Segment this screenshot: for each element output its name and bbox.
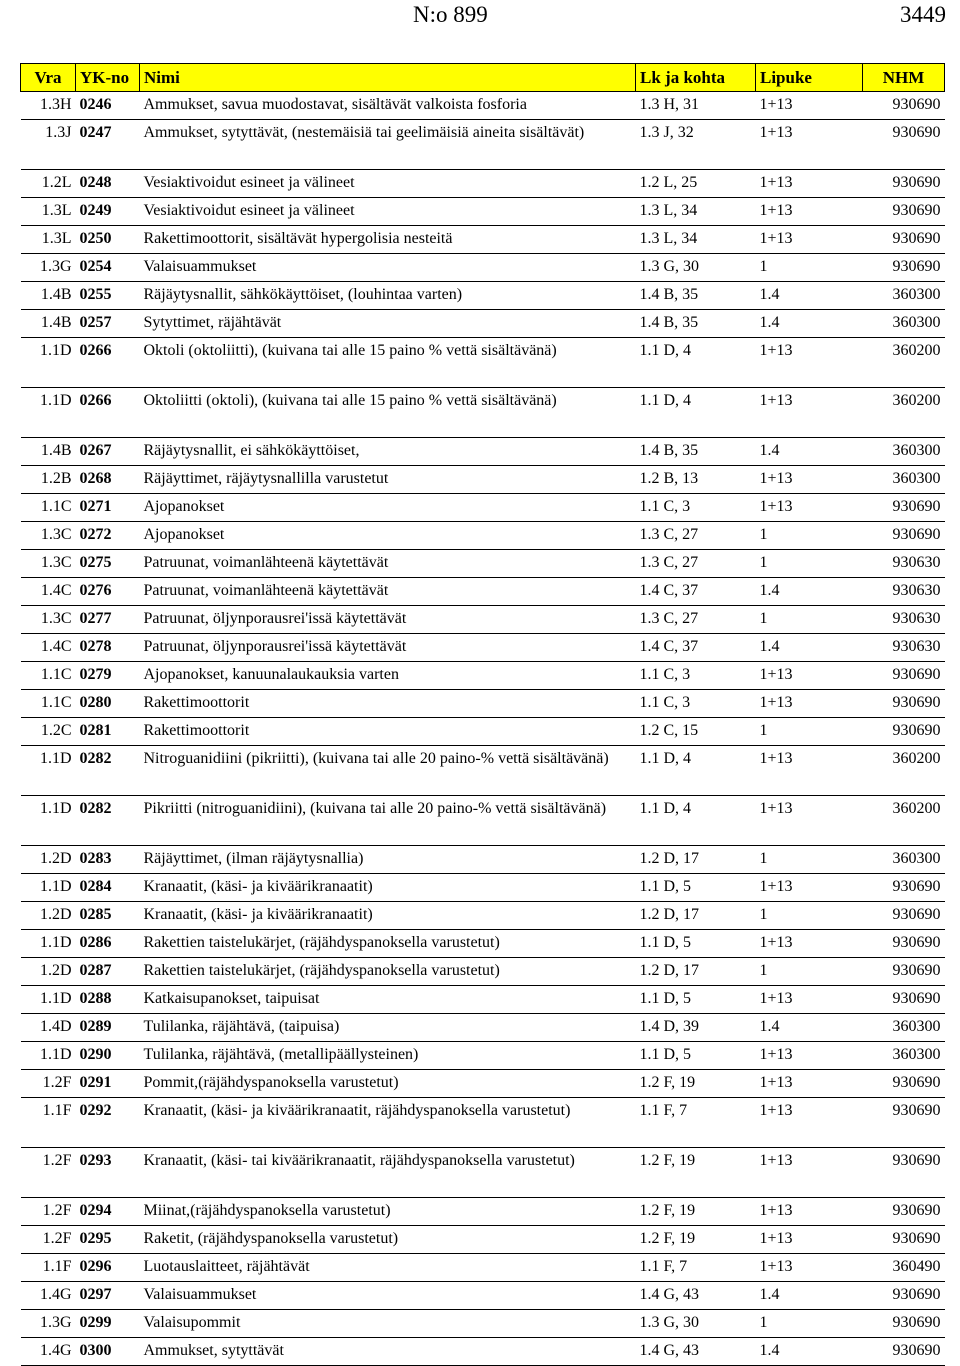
cell-lk-ja-kohta: 1.2 D, 17 [636, 846, 756, 874]
cell-vra: 1.1D [21, 388, 76, 438]
cell-lipuke: 1+13 [756, 388, 863, 438]
cell-yk-no: 0284 [76, 874, 140, 902]
cell-lipuke: 1 [756, 254, 863, 282]
cell-lipuke: 1+13 [756, 1254, 863, 1282]
cell-lipuke: 1+13 [756, 1198, 863, 1226]
cell-nimi: Luotauslaitteet, räjähtävät [140, 1254, 636, 1282]
cell-nhm: 930690 [863, 902, 945, 930]
cell-nimi: Katkaisupanokset, taipuisat [140, 986, 636, 1014]
cell-lipuke: 1+13 [756, 746, 863, 796]
cell-lipuke: 1+13 [756, 1098, 863, 1148]
page-header [0, 0, 960, 40]
cell-lk-ja-kohta: 1.1 D, 5 [636, 930, 756, 958]
cell-nhm: 930690 [863, 1098, 945, 1148]
table-row [21, 1014, 945, 1042]
cell-vra: 1.1D [21, 746, 76, 796]
cell-nimi: Sytyttimet, räjähtävät [140, 310, 636, 338]
cell-nimi: Ammukset, sytyttävät, (nestemäisiä tai geelimäisiä aineita sisältävät) [140, 120, 636, 170]
cell-lk-ja-kohta: 1.1 C, 3 [636, 662, 756, 690]
table-row [21, 1282, 945, 1310]
cell-lk-ja-kohta: 1.1 C, 3 [636, 690, 756, 718]
table-row [21, 1254, 945, 1282]
cell-vra: 1.1D [21, 1042, 76, 1070]
cell-nimi: Vesiaktivoidut esineet ja välineet [140, 170, 636, 198]
cell-lk-ja-kohta: 1.2 B, 13 [636, 466, 756, 494]
cell-vra: 1.2B [21, 466, 76, 494]
cell-nhm: 930690 [863, 254, 945, 282]
cell-nhm: 930630 [863, 550, 945, 578]
cell-vra: 1.2F [21, 1070, 76, 1098]
cell-lk-ja-kohta: 1.3 L, 34 [636, 226, 756, 254]
cell-nimi: Räjäytysnallit, sähkökäyttöiset, (louhintaa varten) [140, 282, 636, 310]
cell-lk-ja-kohta: 1.1 D, 5 [636, 986, 756, 1014]
cell-nimi: Pikriitti (nitroguanidiini), (kuivana tai alle 20 paino-% vettä sisältävänä) [140, 796, 636, 846]
cell-yk-no: 0268 [76, 466, 140, 494]
cell-lipuke: 1+13 [756, 1226, 863, 1254]
cell-vra: 1.1D [21, 338, 76, 388]
cell-lipuke: 1+13 [756, 494, 863, 522]
cell-nimi: Rakettimoottorit [140, 718, 636, 746]
cell-yk-no: 0288 [76, 986, 140, 1014]
table-row [21, 226, 945, 254]
cell-vra: 1.3G [21, 254, 76, 282]
cell-nimi: Ajopanokset [140, 522, 636, 550]
cell-nhm: 360300 [863, 310, 945, 338]
cell-vra: 1.3C [21, 606, 76, 634]
cell-nimi: Valaisupommit [140, 1310, 636, 1338]
cell-lipuke: 1 [756, 902, 863, 930]
cell-yk-no: 0293 [76, 1148, 140, 1198]
column-header-yk-no: YK-no [76, 64, 140, 92]
cell-nimi: Ajopanokset [140, 494, 636, 522]
cell-vra: 1.2L [21, 170, 76, 198]
cell-vra: 1.1F [21, 1254, 76, 1282]
cell-vra: 1.4D [21, 1014, 76, 1042]
cell-nimi: Patruunat, voimanlähteenä käytettävät [140, 578, 636, 606]
dangerous-goods-table [20, 63, 945, 1366]
cell-lipuke: 1 [756, 846, 863, 874]
cell-nimi: Pommit,(räjähdyspanoksella varustetut) [140, 1070, 636, 1098]
table-row [21, 1042, 945, 1070]
cell-nimi: Räjäytysnallit, ei sähkökäyttöiset, [140, 438, 636, 466]
column-header-vra: Vra [21, 64, 76, 92]
table-row [21, 1198, 945, 1226]
cell-lipuke: 1+13 [756, 1148, 863, 1198]
table-row [21, 846, 945, 874]
cell-lipuke: 1.4 [756, 634, 863, 662]
cell-nhm: 930690 [863, 92, 945, 120]
table-row [21, 662, 945, 690]
cell-lipuke: 1.4 [756, 578, 863, 606]
cell-yk-no: 0247 [76, 120, 140, 170]
cell-yk-no: 0277 [76, 606, 140, 634]
cell-yk-no: 0271 [76, 494, 140, 522]
cell-nhm: 360200 [863, 388, 945, 438]
cell-lk-ja-kohta: 1.1 D, 5 [636, 874, 756, 902]
cell-nhm: 930690 [863, 522, 945, 550]
cell-yk-no: 0280 [76, 690, 140, 718]
cell-lipuke: 1+13 [756, 170, 863, 198]
table-header-row [21, 64, 945, 92]
cell-nhm: 930690 [863, 662, 945, 690]
cell-lk-ja-kohta: 1.1 F, 7 [636, 1098, 756, 1148]
cell-vra: 1.2D [21, 958, 76, 986]
cell-nimi: Rakettimoottorit [140, 690, 636, 718]
cell-yk-no: 0275 [76, 550, 140, 578]
cell-nimi: Rakettimoottorit, sisältävät hypergolisia nesteitä [140, 226, 636, 254]
cell-lk-ja-kohta: 1.1 D, 4 [636, 796, 756, 846]
cell-yk-no: 0272 [76, 522, 140, 550]
cell-lk-ja-kohta: 1.2 F, 19 [636, 1148, 756, 1198]
cell-lipuke: 1+13 [756, 1070, 863, 1098]
cell-vra: 1.1D [21, 874, 76, 902]
cell-vra: 1.2F [21, 1148, 76, 1198]
cell-lk-ja-kohta: 1.1 F, 7 [636, 1254, 756, 1282]
table-row [21, 494, 945, 522]
cell-yk-no: 0250 [76, 226, 140, 254]
table-row [21, 634, 945, 662]
cell-lk-ja-kohta: 1.3 C, 27 [636, 522, 756, 550]
table-row [21, 198, 945, 226]
cell-yk-no: 0266 [76, 388, 140, 438]
cell-lk-ja-kohta: 1.1 C, 3 [636, 494, 756, 522]
cell-yk-no: 0297 [76, 1282, 140, 1310]
cell-lipuke: 1+13 [756, 874, 863, 902]
cell-nimi: Tulilanka, räjähtävä, (metallipäällysteinen) [140, 1042, 636, 1070]
table-row [21, 1070, 945, 1098]
cell-lipuke: 1+13 [756, 662, 863, 690]
cell-nhm: 930690 [863, 1282, 945, 1310]
cell-lk-ja-kohta: 1.4 B, 35 [636, 438, 756, 466]
cell-yk-no: 0267 [76, 438, 140, 466]
cell-nhm: 930690 [863, 170, 945, 198]
cell-vra: 1.3L [21, 198, 76, 226]
cell-nhm: 930630 [863, 634, 945, 662]
table-row [21, 338, 945, 388]
cell-nhm: 360300 [863, 466, 945, 494]
cell-nhm: 360300 [863, 282, 945, 310]
table-row [21, 578, 945, 606]
cell-vra: 1.1D [21, 930, 76, 958]
cell-lk-ja-kohta: 1.3 L, 34 [636, 198, 756, 226]
cell-nimi: Kranaatit, (käsi- ja kiväärikranaatit) [140, 902, 636, 930]
cell-lipuke: 1.4 [756, 1338, 863, 1366]
cell-yk-no: 0254 [76, 254, 140, 282]
cell-lipuke: 1 [756, 606, 863, 634]
cell-lk-ja-kohta: 1.4 G, 43 [636, 1338, 756, 1366]
cell-lk-ja-kohta: 1.4 D, 39 [636, 1014, 756, 1042]
cell-yk-no: 0287 [76, 958, 140, 986]
table-row [21, 438, 945, 466]
cell-nhm: 930690 [863, 718, 945, 746]
cell-lk-ja-kohta: 1.4 B, 35 [636, 310, 756, 338]
cell-yk-no: 0282 [76, 746, 140, 796]
table-row [21, 1098, 945, 1148]
cell-nhm: 930690 [863, 494, 945, 522]
cell-nimi: Tulilanka, räjähtävä, (taipuisa) [140, 1014, 636, 1042]
table-row [21, 388, 945, 438]
cell-lipuke: 1 [756, 522, 863, 550]
cell-vra: 1.2D [21, 902, 76, 930]
cell-nhm: 930690 [863, 1148, 945, 1198]
cell-nimi: Patruunat, voimanlähteenä käytettävät [140, 550, 636, 578]
table-row [21, 1148, 945, 1198]
table-row [21, 606, 945, 634]
cell-nimi: Miinat,(räjähdyspanoksella varustetut) [140, 1198, 636, 1226]
cell-lipuke: 1+13 [756, 796, 863, 846]
cell-nhm: 930690 [863, 1338, 945, 1366]
cell-yk-no: 0278 [76, 634, 140, 662]
cell-vra: 1.3C [21, 550, 76, 578]
cell-nhm: 930690 [863, 1226, 945, 1254]
cell-nimi: Nitroguanidiini (pikriitti), (kuivana tai alle 20 paino-% vettä sisältävänä) [140, 746, 636, 796]
column-header-lk-ja-kohta: Lk ja kohta [636, 64, 756, 92]
cell-nhm: 930690 [863, 1310, 945, 1338]
cell-yk-no: 0290 [76, 1042, 140, 1070]
cell-yk-no: 0291 [76, 1070, 140, 1098]
cell-vra: 1.2D [21, 846, 76, 874]
cell-nhm: 360300 [863, 846, 945, 874]
table-row [21, 874, 945, 902]
table-row [21, 466, 945, 494]
page-number: 3449 [900, 2, 946, 27]
cell-lipuke: 1 [756, 1310, 863, 1338]
cell-yk-no: 0282 [76, 796, 140, 846]
cell-lk-ja-kohta: 1.4 B, 35 [636, 282, 756, 310]
cell-yk-no: 0296 [76, 1254, 140, 1282]
cell-vra: 1.1D [21, 986, 76, 1014]
cell-vra: 1.1C [21, 690, 76, 718]
cell-nhm: 360300 [863, 1042, 945, 1070]
cell-yk-no: 0246 [76, 92, 140, 120]
cell-vra: 1.1D [21, 796, 76, 846]
cell-nimi: Valaisuammukset [140, 1282, 636, 1310]
cell-lk-ja-kohta: 1.1 D, 4 [636, 388, 756, 438]
cell-nimi: Rakettien taistelukärjet, (räjähdyspanoksella varustetut) [140, 958, 636, 986]
table-row [21, 282, 945, 310]
cell-lk-ja-kohta: 1.1 D, 5 [636, 1042, 756, 1070]
cell-lk-ja-kohta: 1.1 D, 4 [636, 746, 756, 796]
cell-lipuke: 1+13 [756, 338, 863, 388]
cell-yk-no: 0286 [76, 930, 140, 958]
cell-nhm: 930690 [863, 690, 945, 718]
cell-nhm: 930630 [863, 578, 945, 606]
cell-nimi: Vesiaktivoidut esineet ja välineet [140, 198, 636, 226]
cell-vra: 1.4C [21, 634, 76, 662]
table-row [21, 1310, 945, 1338]
cell-yk-no: 0257 [76, 310, 140, 338]
cell-lk-ja-kohta: 1.2 L, 25 [636, 170, 756, 198]
cell-nimi: Patruunat, öljynporausrei'issä käytettävät [140, 606, 636, 634]
cell-lipuke: 1.4 [756, 438, 863, 466]
table-row [21, 796, 945, 846]
cell-nhm: 930690 [863, 1070, 945, 1098]
table-row [21, 986, 945, 1014]
cell-lipuke: 1+13 [756, 226, 863, 254]
table-row [21, 120, 945, 170]
cell-nhm: 930690 [863, 198, 945, 226]
cell-nimi: Oktoliitti (oktoli), (kuivana tai alle 15 paino % vettä sisältävänä) [140, 388, 636, 438]
cell-lk-ja-kohta: 1.3 J, 32 [636, 120, 756, 170]
cell-vra: 1.3C [21, 522, 76, 550]
cell-yk-no: 0283 [76, 846, 140, 874]
cell-nhm: 360200 [863, 746, 945, 796]
cell-lipuke: 1+13 [756, 690, 863, 718]
cell-lipuke: 1.4 [756, 1282, 863, 1310]
cell-lk-ja-kohta: 1.3 C, 27 [636, 606, 756, 634]
table-row [21, 1226, 945, 1254]
cell-lipuke: 1+13 [756, 930, 863, 958]
cell-nimi: Patruunat, öljynporausrei'issä käytettävät [140, 634, 636, 662]
cell-vra: 1.1F [21, 1098, 76, 1148]
cell-lk-ja-kohta: 1.2 D, 17 [636, 958, 756, 986]
table-row [21, 92, 945, 120]
cell-lk-ja-kohta: 1.3 G, 30 [636, 254, 756, 282]
cell-nimi: Kranaatit, (käsi- ja kiväärikranaatit, räjähdyspanoksella varustetut) [140, 1098, 636, 1148]
table-row [21, 522, 945, 550]
cell-lipuke: 1+13 [756, 198, 863, 226]
cell-nimi: Raketit, (räjähdyspanoksella varustetut) [140, 1226, 636, 1254]
cell-nhm: 930690 [863, 1198, 945, 1226]
cell-nhm: 360300 [863, 438, 945, 466]
table-row [21, 254, 945, 282]
table-row [21, 930, 945, 958]
cell-yk-no: 0281 [76, 718, 140, 746]
cell-nimi: Räjäyttimet, (ilman räjäytysnallia) [140, 846, 636, 874]
table-row [21, 550, 945, 578]
cell-lipuke: 1+13 [756, 120, 863, 170]
cell-vra: 1.4C [21, 578, 76, 606]
cell-vra: 1.1C [21, 662, 76, 690]
cell-vra: 1.3L [21, 226, 76, 254]
cell-yk-no: 0276 [76, 578, 140, 606]
cell-yk-no: 0294 [76, 1198, 140, 1226]
cell-vra: 1.4G [21, 1338, 76, 1366]
table-row [21, 958, 945, 986]
cell-nimi: Rakettien taistelukärjet, (räjähdyspanoksella varustetut) [140, 930, 636, 958]
cell-nimi: Ammukset, savua muodostavat, sisältävät valkoista fosforia [140, 92, 636, 120]
cell-nhm: 930690 [863, 874, 945, 902]
cell-vra: 1.3H [21, 92, 76, 120]
cell-vra: 1.2C [21, 718, 76, 746]
cell-yk-no: 0295 [76, 1226, 140, 1254]
cell-lipuke: 1 [756, 958, 863, 986]
cell-vra: 1.4B [21, 282, 76, 310]
cell-yk-no: 0285 [76, 902, 140, 930]
table-row [21, 310, 945, 338]
cell-vra: 1.2F [21, 1198, 76, 1226]
cell-nhm: 930690 [863, 226, 945, 254]
cell-nimi: Valaisuammukset [140, 254, 636, 282]
table-row [21, 718, 945, 746]
cell-yk-no: 0292 [76, 1098, 140, 1148]
document-number: N:o 899 [413, 2, 488, 27]
cell-lk-ja-kohta: 1.3 C, 27 [636, 550, 756, 578]
cell-nimi: Oktoli (oktoliitti), (kuivana tai alle 15 paino % vettä sisältävänä) [140, 338, 636, 388]
cell-nimi: Ammukset, sytyttävät [140, 1338, 636, 1366]
cell-nimi: Kranaatit, (käsi- ja kiväärikranaatit) [140, 874, 636, 902]
cell-nhm: 930690 [863, 930, 945, 958]
cell-yk-no: 0289 [76, 1014, 140, 1042]
table-row [21, 1338, 945, 1366]
column-header-nhm: NHM [863, 64, 945, 92]
cell-vra: 1.1C [21, 494, 76, 522]
cell-nhm: 360200 [863, 338, 945, 388]
cell-yk-no: 0255 [76, 282, 140, 310]
cell-vra: 1.3G [21, 1310, 76, 1338]
cell-lipuke: 1+13 [756, 1042, 863, 1070]
cell-lk-ja-kohta: 1.2 D, 17 [636, 902, 756, 930]
cell-nhm: 930690 [863, 986, 945, 1014]
cell-lk-ja-kohta: 1.3 H, 31 [636, 92, 756, 120]
cell-vra: 1.4B [21, 438, 76, 466]
cell-lk-ja-kohta: 1.4 C, 37 [636, 578, 756, 606]
cell-vra: 1.3J [21, 120, 76, 170]
cell-lipuke: 1+13 [756, 92, 863, 120]
cell-yk-no: 0299 [76, 1310, 140, 1338]
cell-nimi: Ajopanokset, kanuunalaukauksia varten [140, 662, 636, 690]
cell-lk-ja-kohta: 1.2 F, 19 [636, 1070, 756, 1098]
cell-yk-no: 0249 [76, 198, 140, 226]
cell-yk-no: 0266 [76, 338, 140, 388]
cell-nhm: 930690 [863, 120, 945, 170]
cell-nimi: Kranaatit, (käsi- tai kiväärikranaatit, räjähdyspanoksella varustetut) [140, 1148, 636, 1198]
column-header-lipuke: Lipuke [756, 64, 863, 92]
cell-lipuke: 1 [756, 718, 863, 746]
table-row [21, 690, 945, 718]
table-row [21, 746, 945, 796]
cell-vra: 1.2F [21, 1226, 76, 1254]
cell-lk-ja-kohta: 1.4 G, 43 [636, 1282, 756, 1310]
cell-lk-ja-kohta: 1.2 F, 19 [636, 1198, 756, 1226]
cell-lk-ja-kohta: 1.2 C, 15 [636, 718, 756, 746]
table-row [21, 902, 945, 930]
cell-nhm: 360300 [863, 1014, 945, 1042]
cell-lipuke: 1.4 [756, 310, 863, 338]
cell-lipuke: 1 [756, 550, 863, 578]
cell-lk-ja-kohta: 1.1 D, 4 [636, 338, 756, 388]
cell-lk-ja-kohta: 1.2 F, 19 [636, 1226, 756, 1254]
cell-nimi: Räjäyttimet, räjäytysnallilla varustetut [140, 466, 636, 494]
cell-vra: 1.4B [21, 310, 76, 338]
cell-lipuke: 1+13 [756, 466, 863, 494]
cell-nhm: 930630 [863, 606, 945, 634]
cell-yk-no: 0248 [76, 170, 140, 198]
cell-lipuke: 1.4 [756, 1014, 863, 1042]
cell-vra: 1.4G [21, 1282, 76, 1310]
cell-yk-no: 0300 [76, 1338, 140, 1366]
cell-lipuke: 1+13 [756, 986, 863, 1014]
cell-lk-ja-kohta: 1.3 G, 30 [636, 1310, 756, 1338]
cell-nhm: 930690 [863, 958, 945, 986]
cell-lk-ja-kohta: 1.4 C, 37 [636, 634, 756, 662]
cell-lipuke: 1.4 [756, 282, 863, 310]
cell-yk-no: 0279 [76, 662, 140, 690]
column-header-nimi: Nimi [140, 64, 636, 92]
table-row [21, 170, 945, 198]
cell-nhm: 360200 [863, 796, 945, 846]
cell-nhm: 360490 [863, 1254, 945, 1282]
